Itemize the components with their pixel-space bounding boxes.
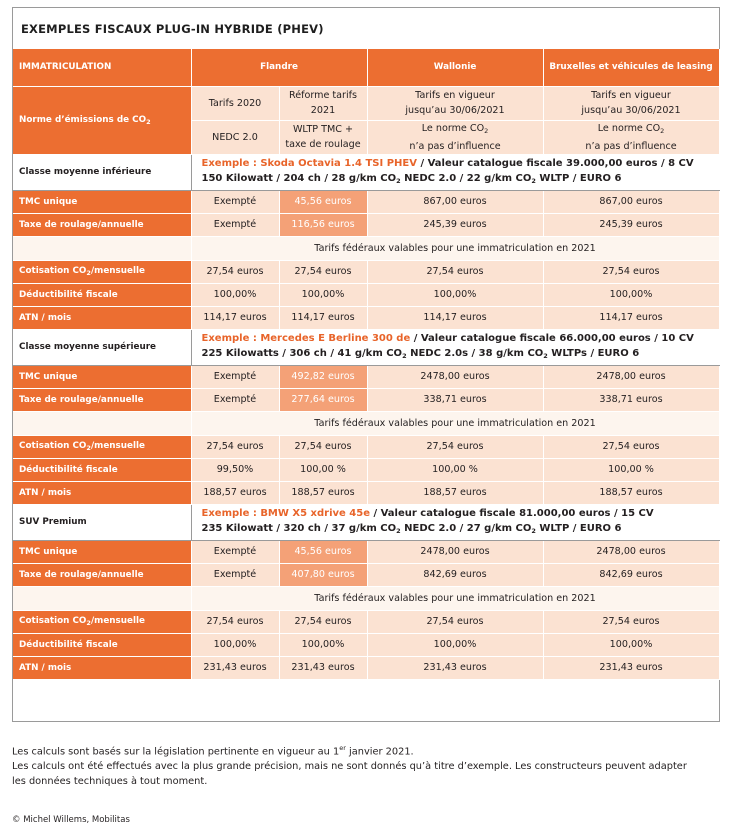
tmc-row bbox=[13, 190, 719, 213]
tmc-wallonie: 2478,00 euros bbox=[367, 540, 543, 563]
header-bruxelles: Bruxelles et véhicules de leasing bbox=[543, 49, 719, 86]
tmc-bruxelles: 2478,00 euros bbox=[543, 540, 719, 563]
cotisation-wallonie: 27,54 euros bbox=[367, 260, 543, 283]
deductibilite-reforme-2021: 100,00% bbox=[279, 633, 367, 656]
tmc-tarifs-2020: Exempté bbox=[191, 540, 279, 563]
nedc-norme: NEDC 2.0 bbox=[191, 120, 279, 154]
taxe-tarifs-2020: Exempté bbox=[191, 563, 279, 586]
class-row bbox=[13, 329, 719, 365]
deductibilite-label: Déductibilité fiscale bbox=[13, 458, 191, 481]
cotisation-wallonie: 27,54 euros bbox=[367, 610, 543, 633]
federal-row bbox=[13, 411, 719, 435]
footnotes bbox=[12, 741, 712, 789]
header-row bbox=[13, 49, 719, 86]
federal-note: Tarifs fédéraux valables pour une immatriculation en 2021 bbox=[191, 411, 719, 435]
footnote-2: Les calculs ont été effectués avec la plus grande précision, mais ne sont donnés qu’à titre d’exemple. Les constructeurs peuvent adapter bbox=[12, 761, 687, 773]
bruxelles-vigueur: Tarifs en vigueur jusqu’au 30/06/2021 bbox=[543, 86, 719, 120]
atn-tarifs-2020: 231,43 euros bbox=[191, 656, 279, 679]
class-example: Exemple : Mercedes E Berline 300 de / Valeur catalogue fiscale 66.000,00 euros / 10 CV 225 Kilowatts / 306 ch / 41 g/km $CO_2$ NEDC 2.0s / 38 g/km $CO_2$ WLTPs / EURO 6 bbox=[191, 329, 719, 365]
cotisation-row bbox=[13, 610, 719, 633]
fiscal-table bbox=[13, 49, 720, 680]
taxe-reforme-2021: 116,56 euros bbox=[279, 213, 367, 236]
deductibilite-reforme-2021: 100,00 % bbox=[279, 458, 367, 481]
norme-label: Norme d’émissions de $CO_2$ bbox=[13, 86, 191, 154]
example-model: Exemple : Skoda Octavia 1.4 TSI PHEV bbox=[201, 157, 417, 169]
atn-wallonie: 231,43 euros bbox=[367, 656, 543, 679]
reforme-tarifs: Réforme tarifs 2021 bbox=[279, 86, 367, 120]
taxe-label: Taxe de roulage/annuelle bbox=[13, 563, 191, 586]
credit: © Michel Willems, Mobilitas bbox=[12, 815, 130, 825]
tarifs-2020: Tarifs 2020 bbox=[191, 86, 279, 120]
atn-wallonie: 114,17 euros bbox=[367, 306, 543, 329]
cotisation-tarifs-2020: 27,54 euros bbox=[191, 435, 279, 458]
taxe-wallonie: 842,69 euros bbox=[367, 563, 543, 586]
fiscal-table-frame bbox=[12, 7, 720, 722]
tmc-row bbox=[13, 540, 719, 563]
deductibilite-wallonie: 100,00% bbox=[367, 283, 543, 306]
class-example: Exemple : BMW X5 xdrive 45e / Valeur catalogue fiscale 81.000,00 euros / 15 CV 235 Kilowatt / 320 ch / 37 g/km $CO_2$ NEDC 2.0 / 27 g/km $CO_2$ WLTP / EURO 6 bbox=[191, 504, 719, 540]
tmc-label: TMC unique bbox=[13, 540, 191, 563]
atn-label: ATN / mois bbox=[13, 481, 191, 504]
tmc-wallonie: 2478,00 euros bbox=[367, 365, 543, 388]
federal-spacer bbox=[13, 411, 191, 435]
bruxelles-norme: Le norme $CO_2$ n’a pas d’influence bbox=[543, 120, 719, 154]
atn-label: ATN / mois bbox=[13, 306, 191, 329]
taxe-row bbox=[13, 213, 719, 236]
atn-bruxelles: 231,43 euros bbox=[543, 656, 719, 679]
cotisation-tarifs-2020: 27,54 euros bbox=[191, 260, 279, 283]
tmc-reforme-2021: 45,56 euros bbox=[279, 190, 367, 213]
deductibilite-bruxelles: 100,00 % bbox=[543, 458, 719, 481]
taxe-row bbox=[13, 388, 719, 411]
class-row bbox=[13, 504, 719, 540]
deductibilite-label: Déductibilité fiscale bbox=[13, 283, 191, 306]
deductibilite-tarifs-2020: 99,50% bbox=[191, 458, 279, 481]
federal-spacer bbox=[13, 586, 191, 610]
class-name: Classe moyenne supérieure bbox=[13, 329, 191, 365]
atn-reforme-2021: 231,43 euros bbox=[279, 656, 367, 679]
class-name: Classe moyenne inférieure bbox=[13, 154, 191, 190]
header-immatriculation: IMMATRICULATION bbox=[13, 49, 191, 86]
cotisation-bruxelles: 27,54 euros bbox=[543, 435, 719, 458]
deductibilite-tarifs-2020: 100,00% bbox=[191, 633, 279, 656]
deductibilite-row bbox=[13, 458, 719, 481]
deductibilite-wallonie: 100,00 % bbox=[367, 458, 543, 481]
taxe-reforme-2021: 277,64 euros bbox=[279, 388, 367, 411]
deductibilite-tarifs-2020: 100,00% bbox=[191, 283, 279, 306]
tmc-label: TMC unique bbox=[13, 365, 191, 388]
deductibilite-reforme-2021: 100,00% bbox=[279, 283, 367, 306]
tmc-row bbox=[13, 365, 719, 388]
atn-tarifs-2020: 188,57 euros bbox=[191, 481, 279, 504]
tmc-reforme-2021: 45,56 euros bbox=[279, 540, 367, 563]
cotisation-tarifs-2020: 27,54 euros bbox=[191, 610, 279, 633]
header-wallonie: Wallonie bbox=[367, 49, 543, 86]
taxe-reforme-2021: 407,80 euros bbox=[279, 563, 367, 586]
cotisation-reforme-2021: 27,54 euros bbox=[279, 260, 367, 283]
deductibilite-bruxelles: 100,00% bbox=[543, 283, 719, 306]
tmc-bruxelles: 867,00 euros bbox=[543, 190, 719, 213]
cotisation-bruxelles: 27,54 euros bbox=[543, 610, 719, 633]
wltp-norme: WLTP TMC + taxe de roulage bbox=[279, 120, 367, 154]
cotisation-wallonie: 27,54 euros bbox=[367, 435, 543, 458]
tmc-reforme-2021: 492,82 euros bbox=[279, 365, 367, 388]
cotisation-reforme-2021: 27,54 euros bbox=[279, 435, 367, 458]
atn-bruxelles: 188,57 euros bbox=[543, 481, 719, 504]
class-row bbox=[13, 154, 719, 190]
atn-row bbox=[13, 306, 719, 329]
wallonie-norme: Le norme $CO_2$ n’a pas d’influence bbox=[367, 120, 543, 154]
tmc-tarifs-2020: Exempté bbox=[191, 190, 279, 213]
tarifs-row bbox=[13, 86, 719, 120]
wallonie-vigueur: Tarifs en vigueur jusqu’au 30/06/2021 bbox=[367, 86, 543, 120]
taxe-wallonie: 338,71 euros bbox=[367, 388, 543, 411]
federal-row bbox=[13, 236, 719, 260]
header-flandre: Flandre bbox=[191, 49, 367, 86]
footnote-3: les données techniques à tout moment. bbox=[12, 776, 208, 788]
example-model: Exemple : BMW X5 xdrive 45e bbox=[201, 507, 370, 519]
cotisation-reforme-2021: 27,54 euros bbox=[279, 610, 367, 633]
class-example: Exemple : Skoda Octavia 1.4 TSI PHEV / Valeur catalogue fiscale 39.000,00 euros / 8 CV 150 Kilowatt / 204 ch / 28 g/km $CO_2$ NEDC 2.0 / 22 g/km $CO_2$ WLTP / EURO 6 bbox=[191, 154, 719, 190]
class-name: SUV Premium bbox=[13, 504, 191, 540]
cotisation-label: Cotisation $CO_2$/mensuelle bbox=[13, 610, 191, 633]
taxe-tarifs-2020: Exempté bbox=[191, 388, 279, 411]
taxe-label: Taxe de roulage/annuelle bbox=[13, 388, 191, 411]
cotisation-row bbox=[13, 260, 719, 283]
atn-wallonie: 188,57 euros bbox=[367, 481, 543, 504]
atn-row bbox=[13, 481, 719, 504]
deductibilite-bruxelles: 100,00% bbox=[543, 633, 719, 656]
taxe-tarifs-2020: Exempté bbox=[191, 213, 279, 236]
taxe-bruxelles: 245,39 euros bbox=[543, 213, 719, 236]
atn-label: ATN / mois bbox=[13, 656, 191, 679]
cotisation-label: Cotisation $CO_2$/mensuelle bbox=[13, 260, 191, 283]
deductibilite-wallonie: 100,00% bbox=[367, 633, 543, 656]
taxe-label: Taxe de roulage/annuelle bbox=[13, 213, 191, 236]
cotisation-bruxelles: 27,54 euros bbox=[543, 260, 719, 283]
atn-reforme-2021: 188,57 euros bbox=[279, 481, 367, 504]
taxe-row bbox=[13, 563, 719, 586]
atn-tarifs-2020: 114,17 euros bbox=[191, 306, 279, 329]
federal-note: Tarifs fédéraux valables pour une immatriculation en 2021 bbox=[191, 586, 719, 610]
tmc-tarifs-2020: Exempté bbox=[191, 365, 279, 388]
cotisation-row bbox=[13, 435, 719, 458]
atn-bruxelles: 114,17 euros bbox=[543, 306, 719, 329]
federal-spacer bbox=[13, 236, 191, 260]
deductibilite-row bbox=[13, 633, 719, 656]
deductibilite-row bbox=[13, 283, 719, 306]
atn-reforme-2021: 114,17 euros bbox=[279, 306, 367, 329]
tmc-label: TMC unique bbox=[13, 190, 191, 213]
atn-row bbox=[13, 656, 719, 679]
taxe-wallonie: 245,39 euros bbox=[367, 213, 543, 236]
taxe-bruxelles: 842,69 euros bbox=[543, 563, 719, 586]
example-model: Exemple : Mercedes E Berline 300 de bbox=[201, 332, 411, 344]
federal-note: Tarifs fédéraux valables pour une immatriculation en 2021 bbox=[191, 236, 719, 260]
federal-row bbox=[13, 586, 719, 610]
tmc-wallonie: 867,00 euros bbox=[367, 190, 543, 213]
taxe-bruxelles: 338,71 euros bbox=[543, 388, 719, 411]
footnote-1: Les calculs sont basés sur la législation pertinente en vigueur au 1er janvier 2021. bbox=[12, 744, 414, 758]
cotisation-label: Cotisation $CO_2$/mensuelle bbox=[13, 435, 191, 458]
tmc-bruxelles: 2478,00 euros bbox=[543, 365, 719, 388]
table-title: EXEMPLES FISCAUX PLUG-IN HYBRIDE (PHEV) bbox=[21, 22, 324, 36]
deductibilite-label: Déductibilité fiscale bbox=[13, 633, 191, 656]
